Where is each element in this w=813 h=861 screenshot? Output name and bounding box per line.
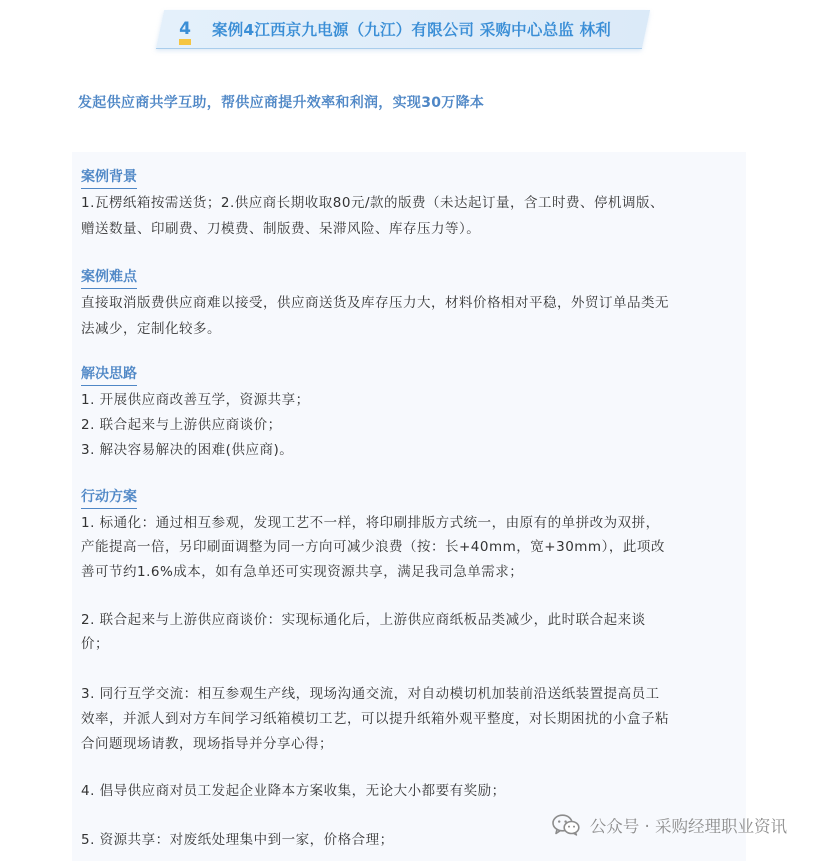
- plan-line: 效率，并派人到对方车间学习纸箱模切工艺，可以提升纸箱外观平整度，对长期困扰的小盒子粘: [81, 711, 669, 727]
- section-label-plan: 行动方案: [81, 486, 137, 509]
- background-line: 1.瓦楞纸箱按需送货；2.供应商长期收取80元/款的版费（未达起订量，含工时费、停机调版、: [81, 195, 664, 211]
- approach-line: 3. 解决容易解决的困难(供应商)。: [81, 442, 294, 458]
- watermark-text: 公众号 · 采购经理职业资讯: [589, 817, 787, 836]
- case-number: [178, 19, 192, 39]
- plan-line: 5. 资源共享：对废纸处理集中到一家，价格合理；: [81, 832, 394, 848]
- background-line: 赠送数量、印刷费、刀模费、制版费、呆滞风险、库存压力等）。: [81, 221, 481, 237]
- approach-line: 2. 联合起来与上游供应商谈价；: [81, 417, 282, 433]
- difficulty-line: 直接取消版费供应商难以接受，供应商送货及库存压力大，材料价格相对平稳，外贸订单品类无: [81, 295, 669, 311]
- plan-line: 产能提高一倍，另印刷面调整为同一方向可减少浪费（按：长+40mm，宽+30mm），此项改: [81, 539, 665, 555]
- plan-line: 善可节约1.6%成本，如有急单还可实现资源共享，满足我司急单需求；: [81, 564, 524, 580]
- section-label-background: 案例背景: [81, 166, 137, 189]
- plan-line: 3. 同行互学交流：相互参观生产线，现场沟通交流，对自动模切机加装前沿送纸装置提高员工: [81, 686, 660, 702]
- case-number-text: 4: [179, 19, 191, 39]
- case-subtitle: 发起供应商共学互助，帮供应商提升效率和利润，实现30万降本: [78, 95, 485, 111]
- section-label-approach: 解决思路: [81, 363, 137, 386]
- approach-line: 1. 开展供应商改善互学，资源共享；: [81, 392, 310, 408]
- wechat-icon: [552, 814, 580, 836]
- case-number-bar: [179, 39, 191, 45]
- plan-line: 4. 倡导供应商对员工发起企业降本方案收集，无论大小都要有奖励；: [81, 783, 506, 799]
- difficulty-line: 法减少，定制化较多。: [81, 321, 221, 337]
- page-title: 案例4江西京九电源（九江）有限公司 采购中心总监 林利: [212, 21, 611, 39]
- plan-line: 1. 标通化：通过相互参观，发现工艺不一样，将印刷排版方式统一，由原有的单拼改为双拼，: [81, 515, 660, 531]
- header: [178, 10, 611, 48]
- plan-line: 价；: [81, 636, 109, 652]
- plan-line: 合问题现场请教，现场指导并分享心得；: [81, 736, 333, 752]
- section-label-difficulty: 案例难点: [81, 266, 137, 289]
- plan-line: 2. 联合起来与上游供应商谈价：实现标通化后，上游供应商纸板品类减少，此时联合起来谈: [81, 612, 646, 628]
- content-box: [72, 152, 746, 861]
- watermark: [552, 813, 787, 837]
